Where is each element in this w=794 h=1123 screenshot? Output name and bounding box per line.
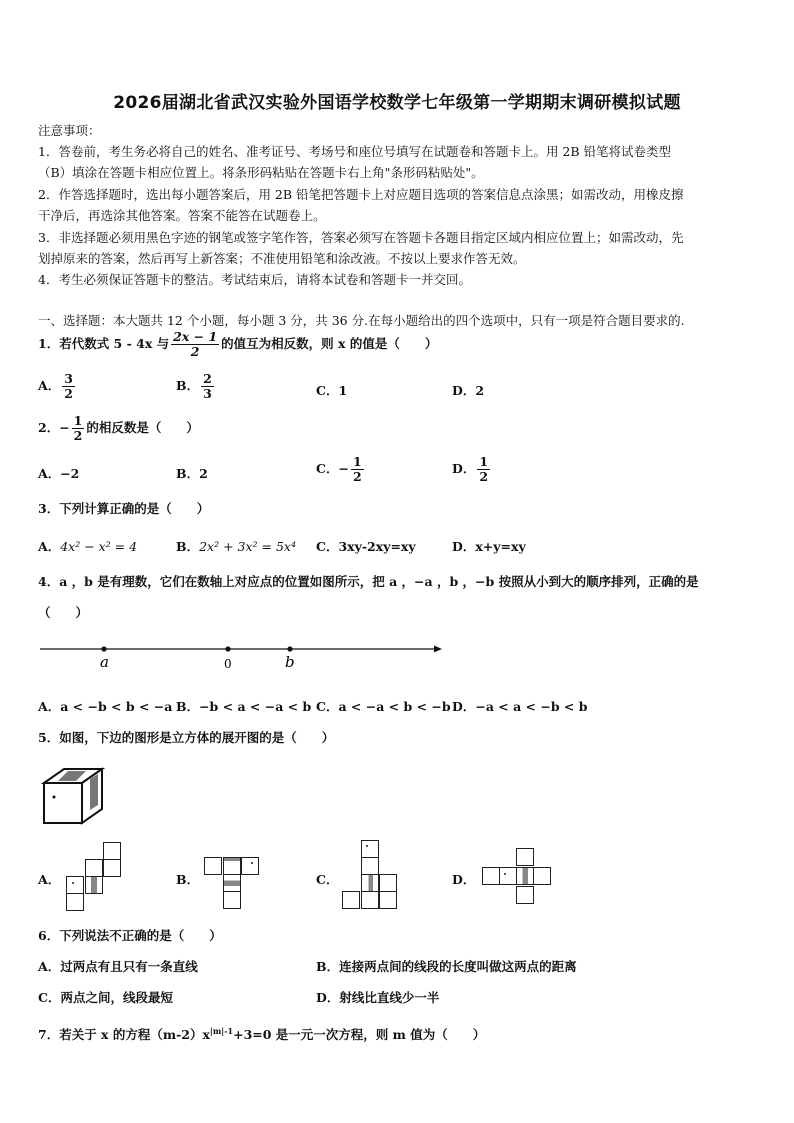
q4-option-b: B．−b < a < −a < b (176, 699, 312, 714)
cube-figure (40, 765, 106, 827)
q3-option-d: D．x+y=xy (452, 539, 526, 554)
q1-option-a: A． $\frac{3}{2}$ (38, 371, 73, 401)
q1-option-d: D．2 (452, 383, 485, 398)
notice-line: 1．答卷前，考生务必将自己的姓名、准考证号、考场号和座位号填写在试题卷和答题卡上。用 2B 铅笔将试卷类型 (38, 144, 672, 159)
point-b (287, 646, 292, 651)
q1-frac-den: 2 (190, 344, 200, 359)
net-option-d (482, 848, 558, 906)
notice-heading: 注意事项： (38, 123, 101, 138)
net-option-a (66, 842, 124, 914)
notice-line: 划掉原来的答案，然后再写上新答案；不准使用铅笔和涂改液。不按以上要求作答无效。 (38, 251, 526, 266)
q6-option-c: C．两点之间，线段最短 (38, 990, 173, 1005)
notice-line: （B）填涂在答题卡相应位置上。将条形码粘贴在答题卡右上角"条形码粘贴处"。 (38, 165, 484, 180)
question-1 (38, 330, 437, 359)
question-3: 3．下列计算正确的是（ ） (38, 501, 210, 516)
q2-option-b: B．2 (176, 466, 208, 481)
notice-line: 3．非选择题必须用黑色字迹的钢笔或签字笔作答，答案必须写在答题卡各题目指定区域内相应位置上；如需改动，先 (38, 230, 684, 245)
q1-text: 1．若代数式 5 - 4x 与 (38, 336, 170, 351)
point-zero (225, 646, 230, 651)
q4-option-d: D．−a < a < −b < b (452, 699, 588, 714)
q6-option-b: B．连接两点间的线段的长度叫做这两点的距离 (316, 959, 577, 974)
q2-option-a: A．−2 (38, 466, 80, 481)
q6-option-d: D．射线比直线少一半 (316, 990, 440, 1005)
q2-option-c: C．− $\frac{1}{2}$ (316, 454, 362, 484)
number-line (38, 640, 448, 674)
question-7: 7．若关于 x 的方程$(m-2)x^{|m|-1}+3=0$ 是一元一次方程，则 m 值为（ ） (38, 1025, 486, 1042)
q5-option-d: D． (452, 872, 476, 887)
q6-option-a: A．过两点有且只有一条直线 (38, 959, 198, 974)
net-option-c (342, 840, 400, 914)
question-4-paren: （ ） (38, 605, 89, 620)
label-a: a (100, 653, 109, 671)
q1-text: 的值互为相反数，则 x 的值是（ ） (221, 336, 438, 351)
q5-option-a: A． (38, 872, 61, 887)
q3-option-c: C．3xy-2xy=xy (316, 539, 416, 554)
q2-option-d: D． $\frac{1}{2}$ (452, 454, 489, 484)
q5-option-c: C． (316, 872, 339, 887)
q4-option-c: C．a < −a < b < −b (316, 699, 451, 714)
notice-line: 4．考生必须保证答题卡的整洁。考试结束后，请将本试卷和答题卡一并交回。 (38, 272, 471, 287)
net-option-b (204, 840, 262, 914)
notice-line: 2．作答选择题时，选出每小题答案后，用 2B 铅笔把答题卡上对应题目选项的答案信息点涂黑；如需改动，用橡皮擦 (38, 187, 684, 202)
q5-option-b: B． (176, 872, 200, 887)
arrow-right-icon (434, 646, 442, 653)
page-title: 2026届湖北省武汉实验外国语学校数学七年级第一学期期末调研模拟试题 (113, 93, 681, 113)
label-b: b (285, 653, 295, 671)
question-4: 4．a ，b 是有理数，它们在数轴上对应点的位置如图所示，把 a ，−a ，b ，−b 按照从小到大的顺序排列，正确的是 (38, 574, 699, 589)
question-5: 5．如图，下边的图形是立方体的展开图的是（ ） (38, 730, 335, 745)
point-a (101, 646, 106, 651)
question-2: 2．− $\frac{1}{2}$ 的相反数是（ ） (38, 413, 199, 443)
q3-option-b: B．2x² + 3x² = 5x⁴ (176, 539, 296, 554)
section-heading: 一、选择题：本大题共 12 个小题，每小题 3 分，共 36 分.在每小题给出的四个选项中，只有一项是符合题目要求的. (38, 313, 685, 328)
q1-frac-num: 2x − 1 (173, 329, 218, 344)
label-zero: 0 (224, 657, 232, 671)
q1-option-c: C．1 (316, 383, 348, 398)
notice-line: 干净后，再选涂其他答案。答案不能答在试题卷上。 (38, 208, 326, 223)
q4-option-a: A．a < −b < b < −a (38, 699, 173, 714)
q3-option-a: A．4x² − x² = 4 (38, 539, 138, 554)
question-6: 6．下列说法不正确的是（ ） (38, 928, 222, 943)
q1-option-b: B． $\frac{2}{3}$ (176, 371, 212, 401)
